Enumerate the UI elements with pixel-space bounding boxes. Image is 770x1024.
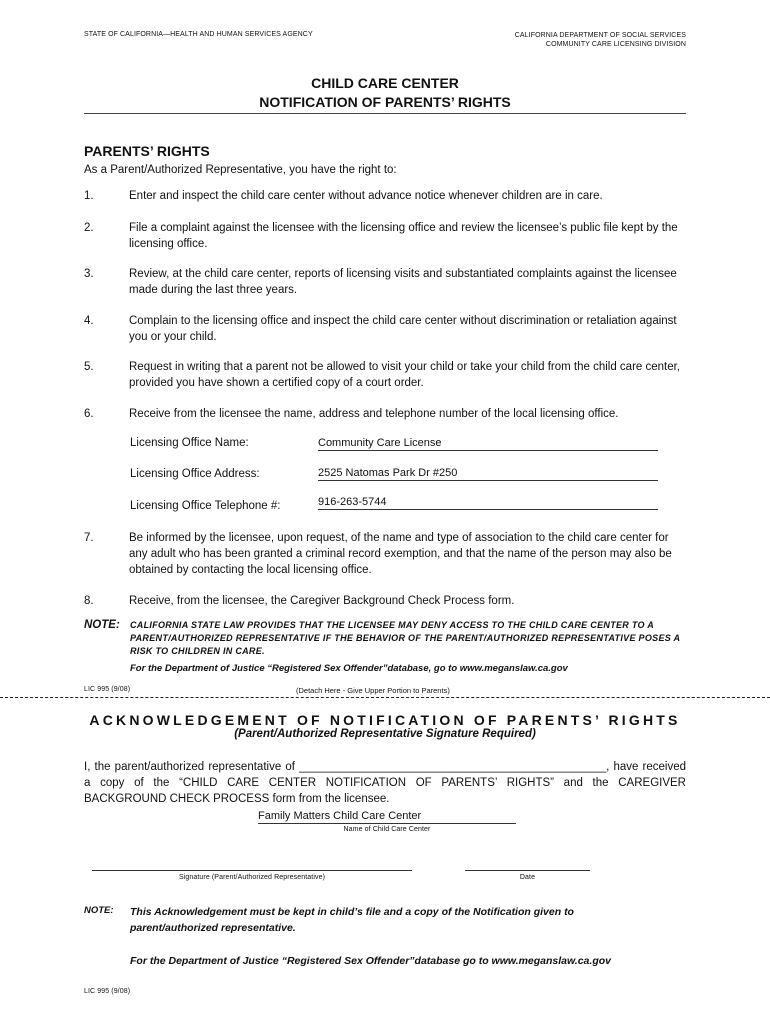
rights-item-text: Receive, from the licensee, the Caregiver Background Check Process form.	[129, 595, 515, 607]
detach-line	[0, 697, 770, 698]
ack-heading: ACKNOWLEDGEMENT OF NOTIFICATION OF PARENTS’ RIGHTS	[89, 712, 681, 728]
ack-note-text: This Acknowledgement must be kept in child’s file and a copy of the Notification given to parent/authorized representative.	[130, 906, 574, 934]
rights-intro: As a Parent/Authorized Representative, you have the right to:	[84, 164, 397, 176]
department-header	[515, 31, 686, 49]
rights-item-text: Enter and inspect the child care center without advance notice whenever children are in care.	[129, 190, 603, 202]
agency-header: STATE OF CALIFORNIA—HEALTH AND HUMAN SERVICES AGENCY	[84, 31, 313, 38]
rights-item-number: 1.	[84, 190, 94, 202]
office-phone-field[interactable]: 916-263-5744	[318, 496, 658, 510]
form-number: LIC 995 (9/08)	[84, 686, 131, 693]
rights-heading: PARENTS’ RIGHTS	[84, 143, 210, 159]
note-label: NOTE:	[84, 619, 120, 631]
signature-caption: Signature (Parent/Authorized Representative)	[178, 874, 326, 881]
rights-item-text: Be informed by the licensee, upon request, of the name and type of association to the child care center for any adult who has been granted a criminal record exemption, and that the name of the person may also be obtained by contacting the local licensing office.	[129, 532, 672, 576]
rights-item-number: 8.	[84, 595, 94, 607]
doj-notice: For the Department of Justice “Registered Sex Offender”database, go to www.meganslaw.ca.gov	[130, 663, 568, 674]
title-divider	[84, 113, 686, 114]
signature-field[interactable]	[92, 870, 412, 871]
rights-item-text: Review, at the child care center, reports of licensing visits and substantiated complaints against the licensee made during the last three years.	[129, 268, 677, 296]
rights-item-number: 4.	[84, 315, 94, 327]
ack-doj-notice: For the Department of Justice “Registered Sex Offender”database go to www.meganslaw.ca.gov	[130, 955, 611, 967]
rights-item-text: File a complaint against the licensee with the licensing office and review the licensee’s public file kept by the licensing office.	[129, 222, 678, 250]
rights-item-number: 7.	[84, 532, 94, 544]
rights-item-number: 5.	[84, 361, 94, 373]
office-phone-label: Licensing Office Telephone #:	[130, 500, 281, 512]
office-address-field[interactable]: 2525 Natomas Park Dr #250	[318, 467, 658, 481]
office-address-label: Licensing Office Address:	[130, 468, 260, 480]
rights-item-number: 3.	[84, 268, 94, 280]
detach-instruction: (Detach Here - Give Upper Portion to Parents)	[296, 686, 450, 695]
department-name: CALIFORNIA DEPARTMENT OF SOCIAL SERVICES	[514, 32, 686, 39]
form-number-footer: LIC 995 (9/08)	[84, 988, 131, 995]
title-line-2: NOTIFICATION OF PARENTS’ RIGHTS	[259, 94, 511, 110]
page-title	[0, 74, 770, 112]
ack-statement: I, the parent/authorized representative of ________________________________________________, have received a copy of the “CHILD CARE CENTER NOTIFICATION OF PARENTS’ RIGHTS” and the CAREGIVER BACKGROUND CHECK PROCESS form from the licensee.	[84, 761, 686, 805]
center-name-caption: Name of Child Care Center	[343, 826, 431, 833]
child-care-center-name-field[interactable]: Family Matters Child Care Center	[258, 810, 516, 824]
rights-item-text: Request in writing that a parent not be allowed to visit your child or take your child from the child care center, provided you have shown a certified copy of a court order.	[129, 361, 681, 389]
note-text: CALIFORNIA STATE LAW PROVIDES THAT THE LICENSEE MAY DENY ACCESS TO THE CHILD CARE CENTER TO A PARENT/AUTHORIZED REPRESENTATIVE IF THE BEHAVIOR OF THE PARENT/AUTHORIZED REPRESENTATIVE POSES A RISK TO CHILDREN IN CARE.	[130, 620, 680, 656]
office-name-label: Licensing Office Name:	[130, 437, 249, 449]
rights-item-text: Complain to the licensing office and inspect the child care center without discrimination or retaliation against you or your child.	[129, 315, 677, 343]
ack-note-label: NOTE:	[84, 905, 114, 916]
date-caption: Date	[519, 874, 536, 881]
date-field[interactable]	[465, 870, 590, 871]
rights-item-number: 6.	[84, 408, 94, 420]
title-line-1: CHILD CARE CENTER	[311, 75, 459, 91]
rights-item-number: 2.	[84, 222, 94, 234]
office-name-field[interactable]: Community Care License	[318, 437, 658, 451]
ack-subheading: (Parent/Authorized Representative Signature Required)	[234, 728, 536, 740]
division-name: COMMUNITY CARE LICENSING DIVISION	[545, 41, 686, 48]
rights-item-text: Receive from the licensee the name, address and telephone number of the local licensing office.	[129, 408, 619, 420]
